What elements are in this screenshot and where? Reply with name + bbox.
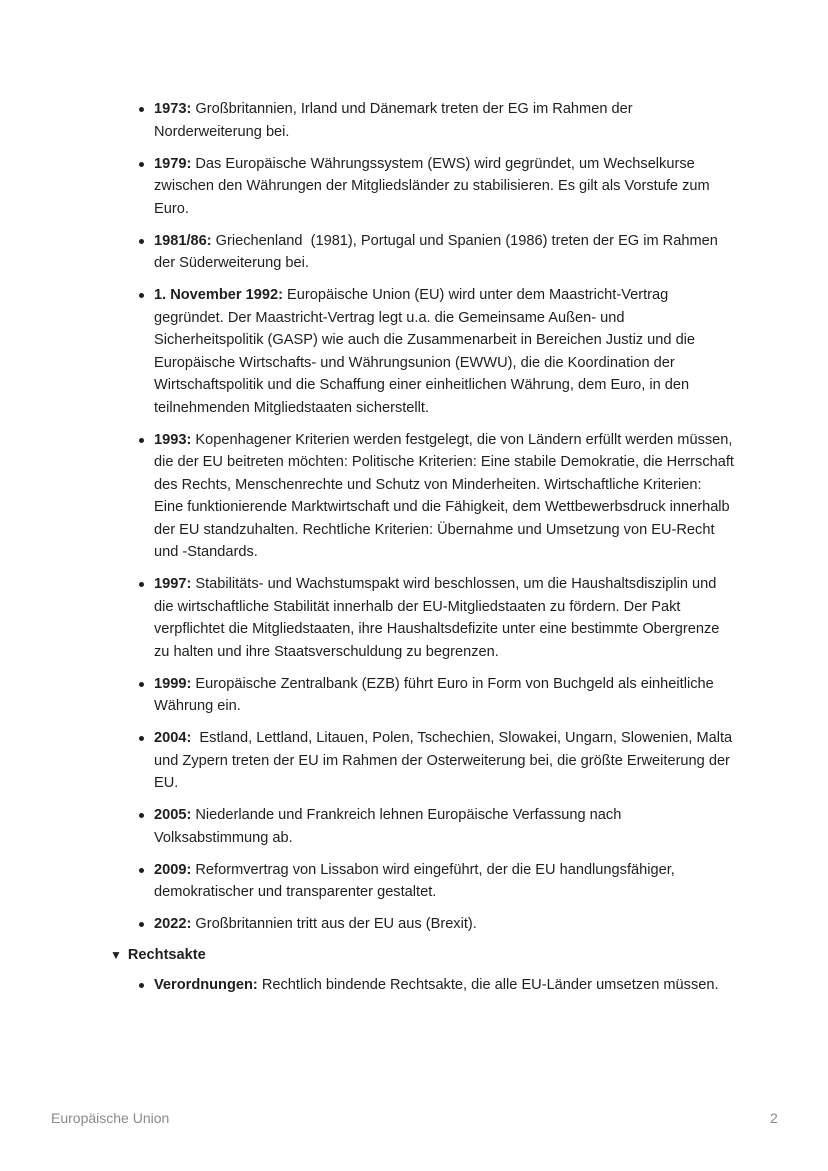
item-text: Das Europäische Währungssystem (EWS) wird gegründet, um Wechselkurse zwischen den Währungen der Mitgliedsländer zu stabilisieren. Es gilt als Vorstufe zum Euro. (154, 155, 710, 217)
page-number: 2 (770, 1110, 778, 1126)
item-year: 1. November 1992: (154, 287, 283, 303)
item-year: 1973: (154, 101, 192, 117)
list-item (154, 573, 734, 663)
item-year: 2005: (154, 807, 192, 823)
item-term: Verordnungen: (154, 977, 258, 993)
item-year: 1999: (154, 675, 192, 692)
list-item (154, 727, 737, 795)
list-item (154, 284, 734, 419)
item-text: Europäische Union (EU) wird unter dem Maastricht-Vertrag gegründet. Der Maastricht-Vertrag legt u.a. die Gemeinsame Außen- und Sicherheitspolitik (GASP) wie auch die Zusammenarbeit in Bereichen Justiz und die Europäische Wirtschafts- und Währungsunion (EWWU), die die Koordination der Wirtschaftspolitik und die Schaffung einer einheitlichen Währung, dem Euro, in den teilnehmenden Mitgliedstaaten sicherstellt. (154, 287, 696, 416)
item-year: 2004: (154, 730, 192, 746)
item-text: Europäische Zentralbank (EZB) führt Euro in Form von Buchgeld als einheitliche Währung ein. (154, 675, 714, 714)
item-text: Stabilitäts- und Wachstumspakt wird beschlossen, um die Haushaltsdisziplin und die wirtschaftliche Stabilität innerhalb der EU-Mitgliedstaaten zu fördern. Der Pakt verpflichtet die Mitgliedstaaten, ihre Haushaltsdefizite unter eine bestimmte Obergrenze zu halten und ihre Staatsverschuldung zu begrenzen. (154, 576, 720, 660)
timeline-list (154, 98, 737, 945)
item-text: Großbritannien, Irland und Dänemark treten der EG im Rahmen der Norderweiterung bei. (154, 101, 633, 140)
item-text: Kopenhagener Kriterien werden festgelegt, die von Ländern erfüllt werden müssen, die der EU beitreten möchten: Politische Kriterien: Eine stabile Demokratie, die Herrschaft des Rechts, Menschenrechte und Schutz von Minderheiten. Wirtschaftliche Kriterien: Eine funktionierende Marktwirtschaft und die Fähigkeit, dem Wettbewerbsdruck innerhalb der EU standzuhalten. Rechtliche Kriterien: Übernahme und Umsetzung von EU-Recht und -Standards. (154, 431, 734, 560)
rechtsakte-toggle[interactable] (110, 944, 206, 967)
item-text: Rechtlich bindende Rechtsakte, die alle EU-Länder umsetzen müssen. (257, 977, 719, 993)
footer-title: Europäische Union (51, 1110, 170, 1126)
list-item (154, 98, 734, 143)
list-item (154, 859, 734, 904)
item-text: Griechenland (1981), Portugal und Spanien (1986) treten der EG im Rahmen der Süderweiterung bei. (154, 232, 722, 271)
item-text: Großbritannien tritt aus der EU aus (Brexit). (191, 916, 477, 932)
item-year: 1981/86: (154, 232, 212, 249)
rechtsakte-list (154, 974, 734, 1006)
item-year: 2009: (154, 861, 192, 878)
item-year: 2022: (154, 916, 192, 932)
list-item (154, 230, 734, 275)
list-item (154, 913, 734, 936)
item-text: Reformvertrag von Lissabon wird eingeführt, der die EU handlungsfähiger, demokratischer und transparenter gestaltet. (154, 861, 675, 900)
list-item (154, 804, 734, 849)
item-year: 1997: (154, 576, 192, 592)
list-item (154, 153, 734, 221)
triangle-down-icon: ▼ (110, 948, 122, 962)
item-year: 1993: (154, 431, 192, 448)
list-item (154, 429, 734, 564)
item-text: Estland, Lettland, Litauen, Polen, Tschechien, Slowakei, Ungarn, Slowenien, Malta und Zypern treten der EU im Rahmen der Osterweiterung bei, die größte Erweiterung der EU. (154, 730, 737, 791)
item-year: 1979: (154, 155, 192, 172)
list-item (154, 974, 734, 997)
item-text: Niederlande und Frankreich lehnen Europäische Verfassung nach Volksabstimmung ab. (154, 807, 622, 846)
list-item (154, 673, 734, 718)
section-title: Rechtsakte (127, 947, 206, 963)
